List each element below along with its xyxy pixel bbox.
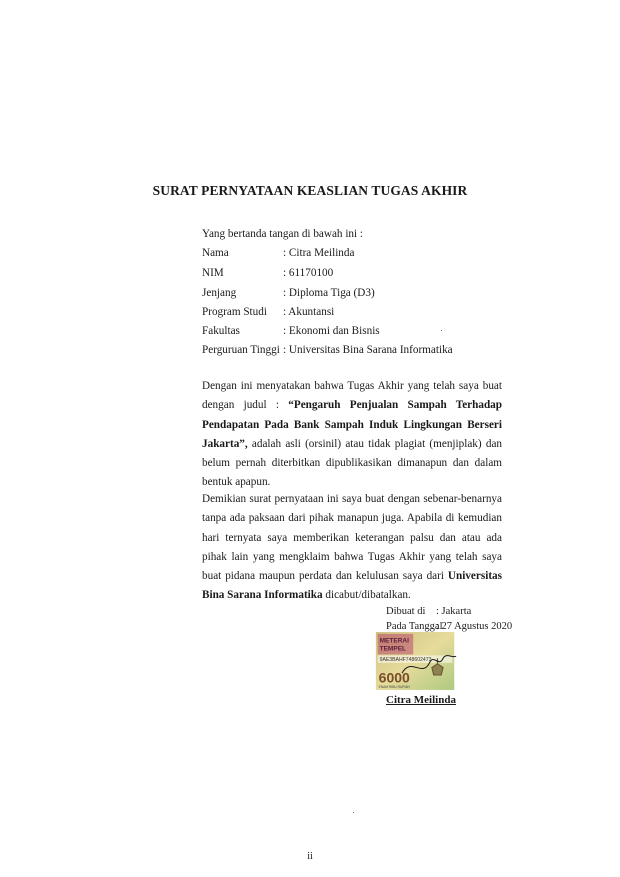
field-label-jenjang: Jenjang [202, 287, 237, 299]
declaration-paragraph [202, 490, 502, 606]
date-value: : 27 Agustus 2020 [436, 621, 513, 632]
field-value-nim: : 61170100 [283, 267, 334, 279]
statement-rest: adalah asli (orsinil) atau tidak plagiat (menjiplak) dan belum pernah diterbitkan dipublikasikan dimanapun dan dalam bentuk apapun. [202, 437, 502, 489]
scan-speck [353, 812, 354, 813]
place-label: Dibuat di [386, 606, 426, 617]
stamp-text: METERAI [379, 637, 409, 645]
field-value-nama: : Citra Meilinda [283, 247, 355, 259]
place-value: : Jakarta [436, 606, 472, 617]
field-label-program-studi: Program Studi [202, 306, 267, 318]
date-label: Pada Tanggal [386, 621, 443, 632]
statement-lead: Dengan ini menyatakan bahwa Tugas Akhir yang telah saya buat dengan judul : [202, 380, 502, 412]
field-label-nama: Nama [202, 247, 229, 259]
stamp-code: 9AE3BAHF748602473 [379, 657, 432, 663]
field-value-fakultas: : Ekonomi dan Bisnis [283, 325, 380, 337]
field-value-perguruan-tinggi: : Universitas Bina Sarana Informatika [283, 344, 453, 356]
thesis-title: “Pengaruh Penjualan Sampah Terhadap Pendapatan Pada Bank Sampah Induk Lingkungan Berseri Jakarta”, [202, 399, 502, 450]
intro-text: Yang bertanda tangan di bawah ini : [202, 228, 364, 240]
signer-name: Citra Meilinda [386, 694, 456, 706]
field-label-perguruan-tinggi: Perguruan Tinggi [202, 344, 280, 356]
stamp-text-2: TEMPEL [379, 645, 407, 653]
stamp-subtext: ENAM RIBU RUPIAH [378, 685, 410, 690]
document-title: SURAT PERNYATAAN KEASLIAN TUGAS AKHIR [152, 183, 468, 198]
field-value-program-studi: : Akuntansi [283, 306, 335, 318]
meterai-stamp [374, 629, 458, 693]
declaration-text: Demikian surat pernyataan ini saya buat dengan sebenar-benarnya tanpa ada paksaan dari pihak manapun juga. Apabila di kemudian hari ternyata saya memberikan keterangan palsu dan atau ada pihak lain yang mengklaim bahwa Tugas Akhir yang telah saya buat pidana maupun perdata dan kelulusan saya dari [202, 493, 502, 583]
declaration-end: dicabut/dibatalkan. [322, 589, 411, 602]
page-number: ii [307, 851, 313, 862]
stamp-value: 6000 [378, 669, 410, 686]
field-label-fakultas: Fakultas [202, 325, 240, 337]
field-label-nim: NIM [202, 267, 224, 279]
institution-name: Universitas Bina Sarana Informatika [202, 570, 502, 602]
scan-speck [441, 330, 442, 331]
statement-paragraph [202, 377, 502, 493]
field-value-jenjang: : Diploma Tiga (D3) [283, 287, 375, 299]
